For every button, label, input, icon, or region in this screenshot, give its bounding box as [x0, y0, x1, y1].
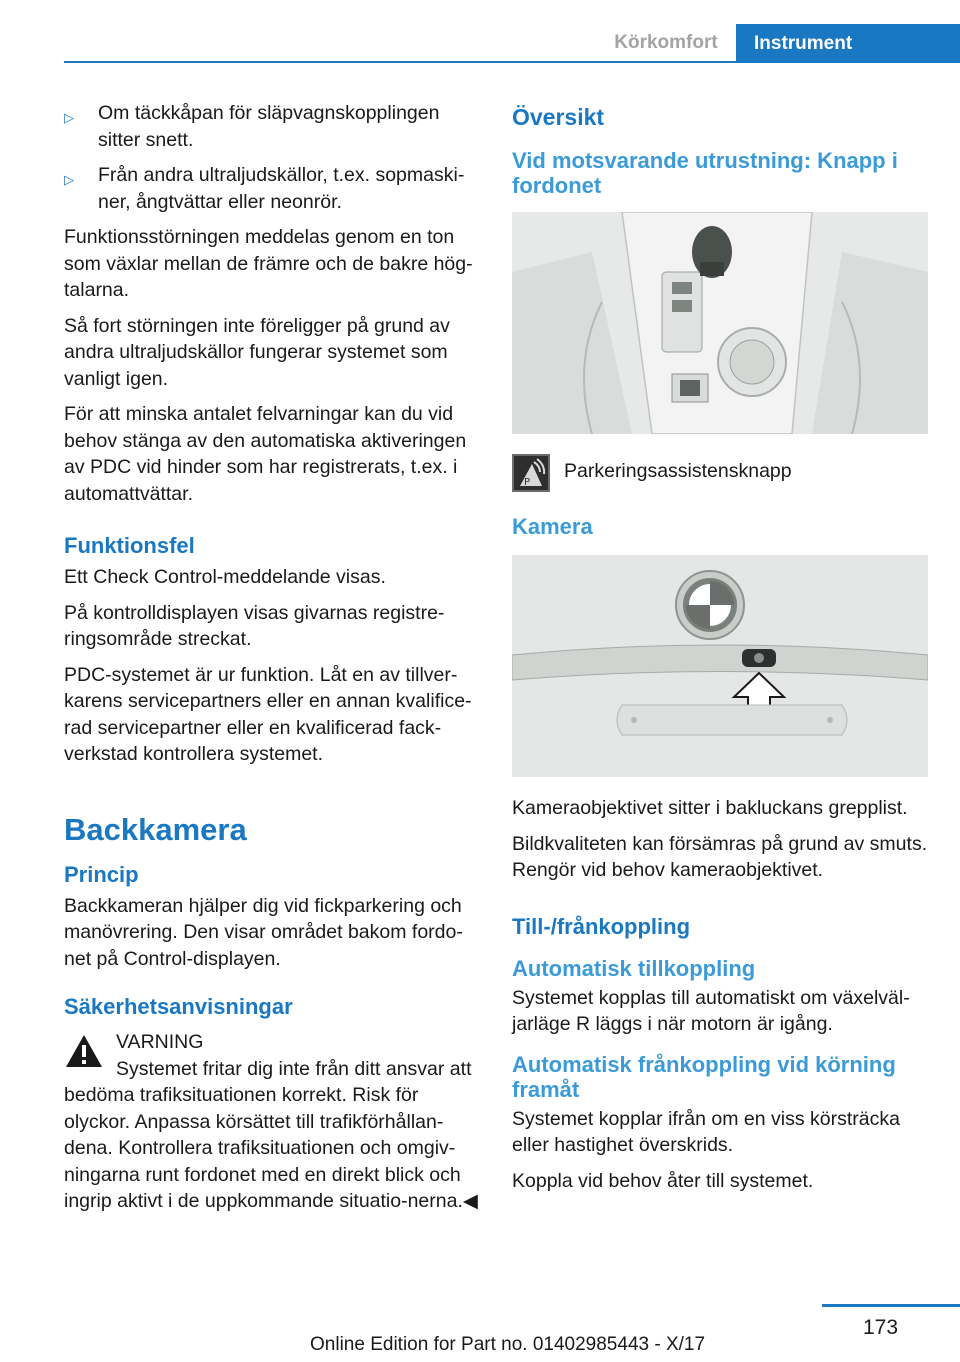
heading-oversikt: Översikt — [512, 104, 605, 130]
paragraph: För att minska antalet felvarningar kan du vid behov stänga av den automatiska aktiveringen av PDC vid hinder som har registrerats, t.ex. i automattvättar. — [64, 403, 467, 505]
triangle-bullet-icon: ▷ — [64, 110, 74, 125]
caption-parkeringsassistensknapp: Parkeringsassistensknapp — [564, 460, 792, 482]
heading-sakerhetsanvisningar: Säkerhetsanvisningar — [64, 994, 293, 1019]
footer-edition: Online Edition for Part no. 01402985443 - X/17 — [310, 1334, 706, 1355]
icon-caption-row — [512, 452, 932, 492]
paragraph: På kontrolldisplayen visas givarnas registre-ringsområde streckat. — [64, 601, 445, 650]
right-column — [512, 100, 932, 1203]
paragraph: Kameraobjektivet sitter i bakluckans grepplist. — [512, 797, 908, 819]
list-item: ▷ Om täckkåpan för släpvagnskopplingen sitter snett. — [64, 100, 484, 153]
tab-instrument[interactable]: Instrument — [736, 24, 960, 63]
page-number: 173 — [863, 1316, 899, 1339]
heading-automatisk-tillkoppling: Automatisk tillkoppling — [512, 955, 756, 981]
triangle-bullet-icon: ▷ — [64, 172, 74, 187]
paragraph: Funktionsstörningen meddelas genom en ton som växlar mellan de främre och de bakre hög-talarna. — [64, 226, 473, 301]
left-column — [64, 100, 484, 1224]
paragraph: Backkameran hjälper dig vid fickparkering och manövrering. Den visar området bakom fordo-net på Control-displayen. — [64, 894, 463, 970]
parking-assist-icon — [512, 454, 550, 492]
heading-automatisk-frankoppling: Automatisk frånkoppling vid körning framåt — [512, 1051, 896, 1102]
tailgate-camera-illustration — [512, 555, 928, 777]
center-console-illustration — [512, 212, 928, 434]
warning-box — [64, 1029, 484, 1056]
camera-image — [512, 555, 928, 777]
paragraph: Systemet kopplar ifrån om en viss körsträcka eller hastighet överskrids. — [512, 1107, 900, 1156]
paragraph: Systemet kopplas till automatiskt om växelväl-jarläge R läggs i när motorn är igång. — [512, 986, 910, 1035]
warning-text: Systemet fritar dig inte från ditt ansvar att bedöma trafiksituationen korrekt. Risk för olyckor. Anpassa körsättet till trafikförhållan-dena. Kontrollera trafiksituationen och omgiv-ningarna runt fordonet med en direkt blick och ingrip aktivt i de uppkommande situatio-nerna.◀ — [64, 1057, 478, 1212]
warning-title: VARNING — [116, 1031, 204, 1053]
header-rule — [64, 61, 960, 63]
heading-kamera: Kamera — [512, 514, 593, 539]
heading-till-frankoppling: Till-/frånkoppling — [512, 913, 691, 939]
paragraph: PDC-systemet är ur funktion. Låt en av tillver-karens servicepartners eller en annan kvalifice-rad servicepartner eller en kvalificerad fack-verkstad kontrollera systemet. — [64, 663, 472, 765]
console-image — [512, 212, 928, 434]
heading-princip: Princip — [64, 861, 139, 887]
warning-triangle-icon — [64, 1033, 104, 1069]
paragraph: Koppla vid behov åter till systemet. — [512, 1169, 814, 1192]
paragraph: Ett Check Control-meddelande visas. — [64, 566, 386, 588]
list-item: ▷ Från andra ultraljudskällor, t.ex. sopmaski-ner, ångtvättar eller neonrör. — [64, 162, 484, 215]
heading-vid-motsvarande: Vid motsvarande utrustning: Knapp i fordonet — [512, 148, 898, 198]
heading-backkamera: Backkamera — [64, 811, 247, 847]
tab-korkomfort[interactable]: Körkomfort — [614, 31, 718, 53]
paragraph: Så fort störningen inte föreligger på grund av andra ultraljudskällor fungerar systemet som vanligt igen. — [64, 314, 450, 390]
footer-rule — [822, 1304, 960, 1307]
heading-funktionsfel: Funktionsfel — [64, 533, 195, 558]
paragraph: Bildkvaliteten kan försämras på grund av smuts. Rengör vid behov kameraobjektivet. — [512, 832, 928, 881]
svg-text:P: P — [524, 477, 531, 488]
